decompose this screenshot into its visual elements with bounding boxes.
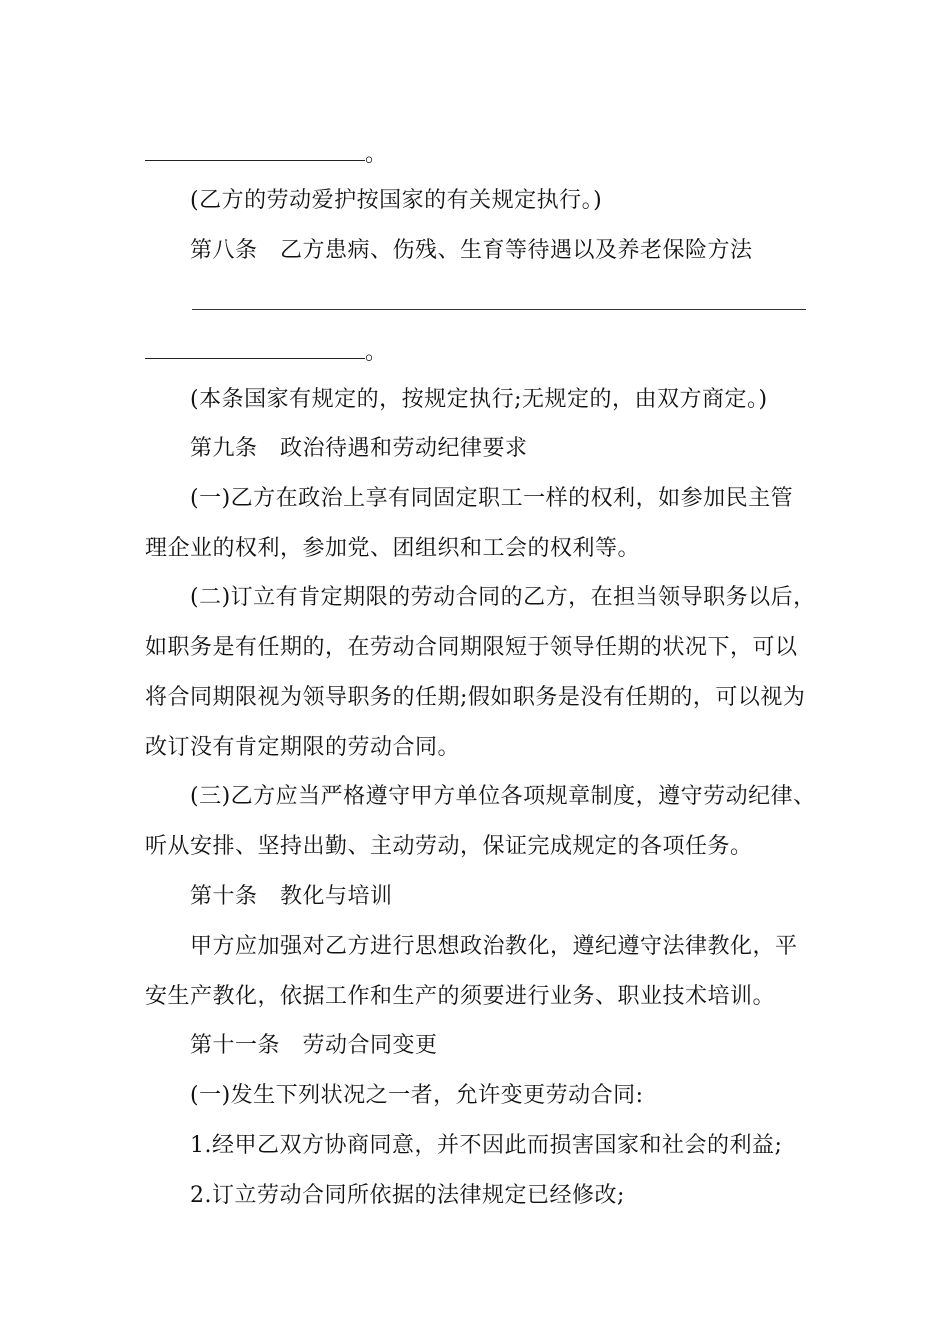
line-text: (一)乙方在政治上享有同固定职工一样的权利，如参加民主管 xyxy=(190,486,794,511)
line-text: (乙方的劳动爱护按国家的有关规定执行。) xyxy=(190,188,603,213)
line-text: (三)乙方应当严格遵守甲方单位各项规章制度，遵守劳动纪律、 xyxy=(190,784,816,809)
paragraph-line xyxy=(145,832,753,862)
paragraph-line xyxy=(190,932,798,962)
line-text: 甲方应加强对乙方进行思想政治教化，遵纪遵守法律教化，平 xyxy=(190,934,798,959)
paragraph-line xyxy=(145,733,460,763)
list-item-2 xyxy=(190,1181,625,1211)
line-text: 第九条 政治待遇和劳动纪律要求 xyxy=(190,436,528,461)
line-text: 安生产教化，依据工作和生产的须要进行业务、职业技术培训。 xyxy=(145,984,776,1009)
line-text: 第十一条 劳动合同变更 xyxy=(190,1033,438,1058)
line-text: 1.经甲乙双方协商同意，并不因此而损害国家和社会的利益; xyxy=(190,1133,783,1158)
line-text: 第十条 教化与培训 xyxy=(190,884,393,909)
line-text: 第八条 乙方患病、伤残、生育等待遇以及养老保险方法 xyxy=(190,238,753,263)
article-8-heading xyxy=(190,236,753,266)
line-text: 理企业的权利，参加党、团组织和工会的权利等。 xyxy=(145,536,641,561)
note-article-8 xyxy=(190,385,768,415)
paragraph-line xyxy=(145,633,798,663)
line-text: 。 xyxy=(365,340,388,365)
article-9-heading xyxy=(190,434,528,464)
note-labor-protection xyxy=(190,186,602,216)
paragraph-line xyxy=(190,484,793,514)
blank-line-2 xyxy=(145,338,388,368)
paragraph-line xyxy=(145,534,640,564)
line-text: (一)发生下列状况之一者，允许变更劳动合同: xyxy=(190,1083,644,1108)
paragraph-line xyxy=(190,782,816,812)
fill-in-rule xyxy=(192,309,806,310)
fill-in-blank xyxy=(145,340,365,359)
line-text: 改订没有肯定期限的劳动合同。 xyxy=(145,735,461,760)
list-item-1 xyxy=(190,1131,782,1161)
line-text: (本条国家有规定的，按规定执行;无规定的，由双方商定。) xyxy=(190,387,768,412)
line-text: 将合同期限视为领导职务的任期;假如职务是没有任期的，可以视为 xyxy=(145,685,806,710)
line-text: 2.订立劳动合同所依据的法律规定已经修改; xyxy=(190,1183,625,1208)
line-text: 听从安排、坚持出勤、主动劳动，保证完成规定的各项任务。 xyxy=(145,834,753,859)
article-10-heading xyxy=(190,882,393,912)
blank-line-1 xyxy=(145,140,388,170)
article-11-heading xyxy=(190,1031,438,1061)
paragraph-line xyxy=(145,982,775,1012)
fill-in-blank xyxy=(145,142,365,161)
line-text: (二)订立有肯定期限的劳动合同的乙方，在担当领导职务以后， xyxy=(190,585,816,610)
line-text: 如职务是有任期的，在劳动合同期限短于领导任期的状况下，可以 xyxy=(145,635,798,660)
paragraph-line xyxy=(190,1081,644,1111)
paragraph-line xyxy=(145,683,805,713)
paragraph-line xyxy=(190,583,816,613)
line-text: 。 xyxy=(365,142,388,167)
